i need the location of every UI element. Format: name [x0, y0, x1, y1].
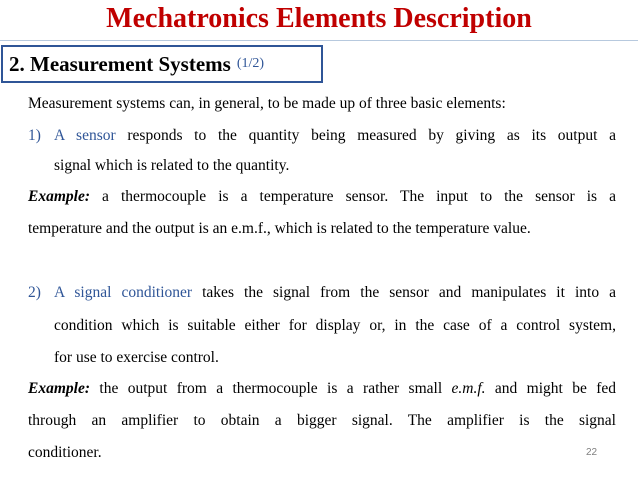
list-number-1: 1): [28, 127, 41, 144]
list-item-2: [28, 283, 616, 303]
example2-text-after: and might be fed: [494, 380, 617, 397]
intro-text: Measurement systems can, in general, to be made up of three basic elements:: [28, 95, 506, 112]
example2-text-before: the output from a thermocouple is a rather small: [99, 380, 443, 397]
item1-term: A sensor: [54, 127, 116, 144]
header-divider: [0, 40, 638, 41]
item2-line3: for use to exercise control.: [54, 349, 219, 366]
item2-line1: [54, 283, 616, 303]
example1-line2: temperature and the output is an e.m.f., which is related to the temperature value.: [28, 220, 531, 237]
list-item-1: [28, 126, 616, 146]
item2-line2: condition which is suitable either for display or, in the case of a control system,: [54, 317, 616, 334]
example2-line3: conditioner.: [28, 444, 102, 461]
page-number: 22: [586, 447, 598, 458]
section-part-indicator: (1/2): [236, 56, 265, 71]
slide-title: Mechatronics Elements Description: [106, 3, 532, 34]
section-header: [1, 45, 323, 83]
item2-text: takes the signal from the sensor and manipulates it into a: [202, 284, 617, 301]
item1-text: responds to the quantity being measured by giving as its output a: [127, 127, 617, 144]
example2-emf: e.m.f.: [451, 380, 486, 397]
list-number-2: 2): [28, 284, 41, 301]
example1-line1: [28, 187, 616, 207]
example2-label: Example:: [28, 380, 90, 397]
example1-text: a thermocouple is a temperature sensor. The input to the sensor is a: [102, 188, 617, 205]
section-title: 2. Measurement Systems: [9, 51, 231, 76]
item2-term: A signal conditioner: [54, 284, 193, 301]
example1-label: Example:: [28, 188, 90, 205]
item1-line2: signal which is related to the quantity.: [54, 157, 290, 174]
item1-line1: [54, 126, 616, 146]
example2-line2: through an amplifier to obtain a bigger signal. The amplifier is the signal: [28, 412, 616, 429]
example2-line1: [28, 379, 616, 399]
